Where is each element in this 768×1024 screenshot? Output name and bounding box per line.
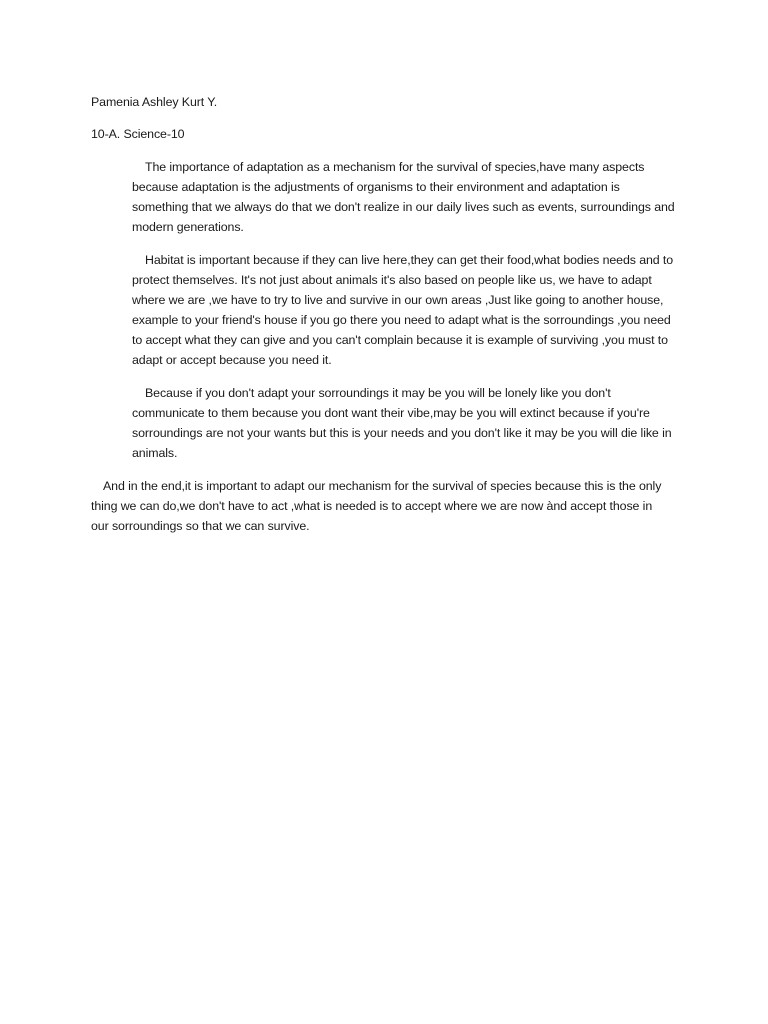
class-subject-line: 10-A. Science-10 [91,127,185,141]
paragraph-2: Habitat is important because if they can live here,they can get their food,what bodies needs and to protect themselves. It's not just about animals it's also based on people like us, we have to adapt where we are ,we have to try to live and survive in our own areas ,Just like going to another house, example to your friend's house if you go there you need to adapt what is the sorroundings ,you need to accept what they can give and you can't complain because it is example of surviving ,you must to adapt or accept because you need it. [132,253,674,367]
author-name: Pamenia Ashley Kurt Y. [91,95,218,109]
paragraph-4: And in the end,it is important to adapt our mechanism for the survival of species because this is the only thing we can do,we don't have to act ,what is needed is to accept where we are now ànd accept those in our sorroundings so that we can survive. [91,479,662,533]
paragraph-3: Because if you don't adapt your sorroundings it may be you will be lonely like you don't communicate to them because you dont want their vibe,may be you will extinct because if you're sorroundings are not your wants but this is your needs and you don't like it may be you will die like in animals. [132,386,672,460]
paragraph-1: The importance of adaptation as a mechanism for the survival of species,have many aspects because adaptation is the adjustments of organisms to their environment and adaptation is something that we always do that we don't realize in our daily lives such as events, surroundings and modern generations. [132,160,675,234]
